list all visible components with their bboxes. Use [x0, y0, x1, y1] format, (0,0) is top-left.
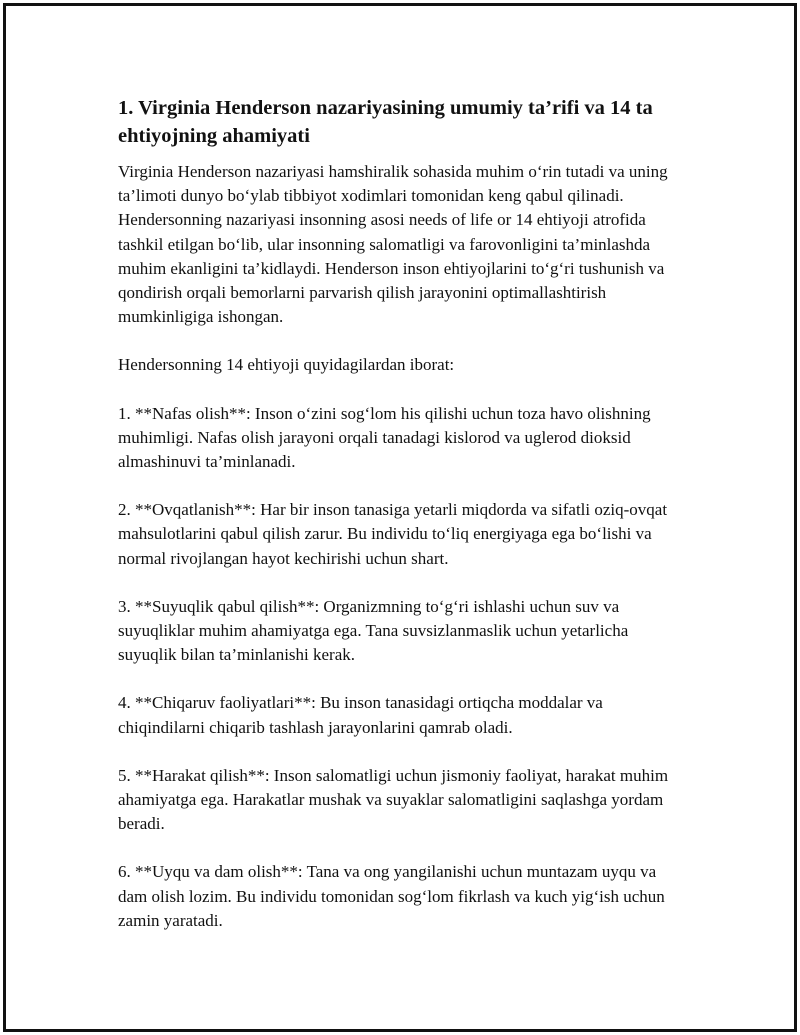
- document-title: 1. Virginia Henderson nazariyasining umumiy ta’rifi va 14 ta ehtiyojning ahamiyati: [118, 97, 653, 147]
- need-item-breathing: 1. **Nafas olish**: Inson o‘zini sog‘lom his qilishi uchun toza havo olishning muhimligi. Nafas olish jarayoni orqali tanadagi kislorod va uglerod dioksid almashinuvi ta’minlanadi.: [118, 403, 651, 472]
- needs-list-intro: Hendersonning 14 ehtiyoji quyidagilardan iborat:: [118, 355, 455, 375]
- need-item-movement: 5. **Harakat qilish**: Inson salomatligi uchun jismoniy faoliyat, harakat muhim ahamiyatga ega. Harakatlar mushak va suyaklar salomatligini saqlashga yordam beradi.: [118, 765, 669, 834]
- need-item-sleep-rest: 6. **Uyqu va dam olish**: Tana va ong yangilanishi uchun muntazam uyqu va dam olish lozim. Bu individu tomonidan sog‘lom fikrlash va kuch yig‘ish uchun zamin yaratadi.: [118, 862, 665, 930]
- need-item-nutrition: 2. **Ovqatlanish**: Har bir inson tanasiga yetarli miqdorda va sifatli oziq-ovqat mahsulotlarini qabul qilish zarur. Bu individu to‘liq energiyaga ega bo‘lishi va normal rivojlangan hayot kechirishi uchun shart.: [118, 500, 668, 568]
- document-body: [118, 94, 688, 957]
- intro-paragraph: Virginia Henderson nazariyasi hamshiralik sohasida muhim o‘rin tutadi va uning ta’limoti dunyo bo‘ylab tibbiyot xodimlari tomonidan keng qabul qilinadi. Hendersonning nazariyasi insonning asosi needs of life or 14 ehtiyoji atrofida tashkil etilgan bo‘lib, ular insonning salomatligi va farovonligini ta’minlashda muhim ekanligini ta’kidlaydi. Henderson inson ehtiyojlarini to‘g‘ri tushunish va qondirish orqali bemorlarni parvarish qilish jarayonini optimallashtirish mumkinligiga ishongan.: [118, 162, 668, 327]
- need-item-elimination: 4. **Chiqaruv faoliyatlari**: Bu inson tanasidagi ortiqcha moddalar va chiqindilarni chiqarib tashlash jarayonlarini qamrab oladi.: [118, 693, 603, 737]
- need-item-fluid-intake: 3. **Suyuqlik qabul qilish**: Organizmning to‘g‘ri ishlashi uchun suv va suyuqliklar muhim ahamiyatga ega. Tana suvsizlanmaslik uchun yetarlicha suyuqlik bilan ta’minlanishi kerak.: [118, 596, 629, 665]
